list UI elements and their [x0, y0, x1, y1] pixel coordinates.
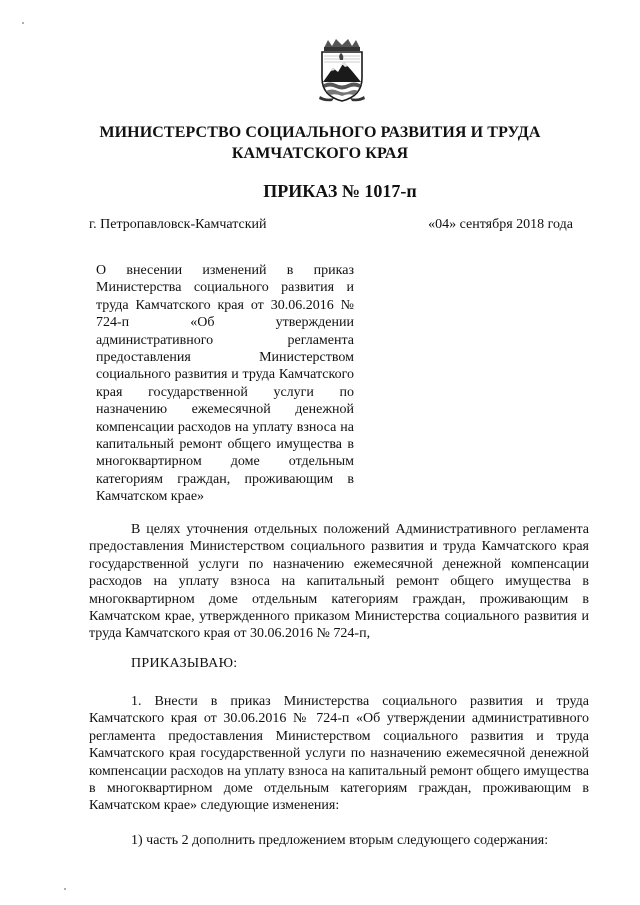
order-subject: О внесении изменений в приказ Министерства социального развития и труда Камчатского края от 30.06.2016 № 724-п «Об утверждении административного регламента предоставления Министерством социального развития и труда Камчатского края государственной услуги по назначению ежемесячной денежной компенсации расходов на уплату взноса на капитальный ремонт общего имущества в многоквартирном доме отдельным категориям граждан, проживающим в Камчатском крае»	[96, 263, 354, 505]
ministry-name-line2: КАМЧАТСКОГО КРАЯ	[231, 145, 409, 162]
order-title: ПРИКАЗ № 1017-п	[263, 181, 417, 201]
preamble-paragraph: В целях уточнения отдельных положений Административного регламента предоставления Министерством социального развития и труда Камчатского края государственной услуги по назначению ежемесячной денежной компенсации расходов на уплату взноса на капитальный ремонт общего имущества в многоквартирном доме отдельным категориям граждан, проживающим в Камчатском крае, утвержденного приказом Министерства социального развития и труда Камчатского края от 30.06.2016 № 724-п,	[89, 522, 589, 642]
order-item-1-subitem-1: 1) часть 2 дополнить предложением вторым следующего содержания:	[131, 833, 549, 848]
ministry-name	[60, 122, 580, 164]
order-word: ПРИКАЗЫВАЮ:	[131, 656, 238, 671]
order-item-1: 1. Внести в приказ Министерства социального развития и труда Камчатского края от 30.06.2016 № 724-п «Об утверждении административного регламента предоставления Министерством социального развития и труда Камчатского края государственной услуги по назначению ежемесячной денежной компенсации расходов на уплату взноса на капитальный ремонт общего имущества в многоквартирном доме отдельным категориям граждан, проживающим в Камчатском крае» следующие изменения:	[89, 694, 589, 814]
kamchatka-coat-of-arms-icon	[318, 38, 366, 102]
ministry-name-line1: МИНИСТЕРСТВО СОЦИАЛЬНОГО РАЗВИТИЯ И ТРУДА	[99, 124, 541, 141]
order-date: «04» сентября 2018 года	[428, 217, 573, 232]
scan-speck	[64, 888, 66, 890]
city-of-issue: г. Петропавловск-Камчатский	[89, 217, 267, 232]
scan-speck	[22, 22, 24, 24]
